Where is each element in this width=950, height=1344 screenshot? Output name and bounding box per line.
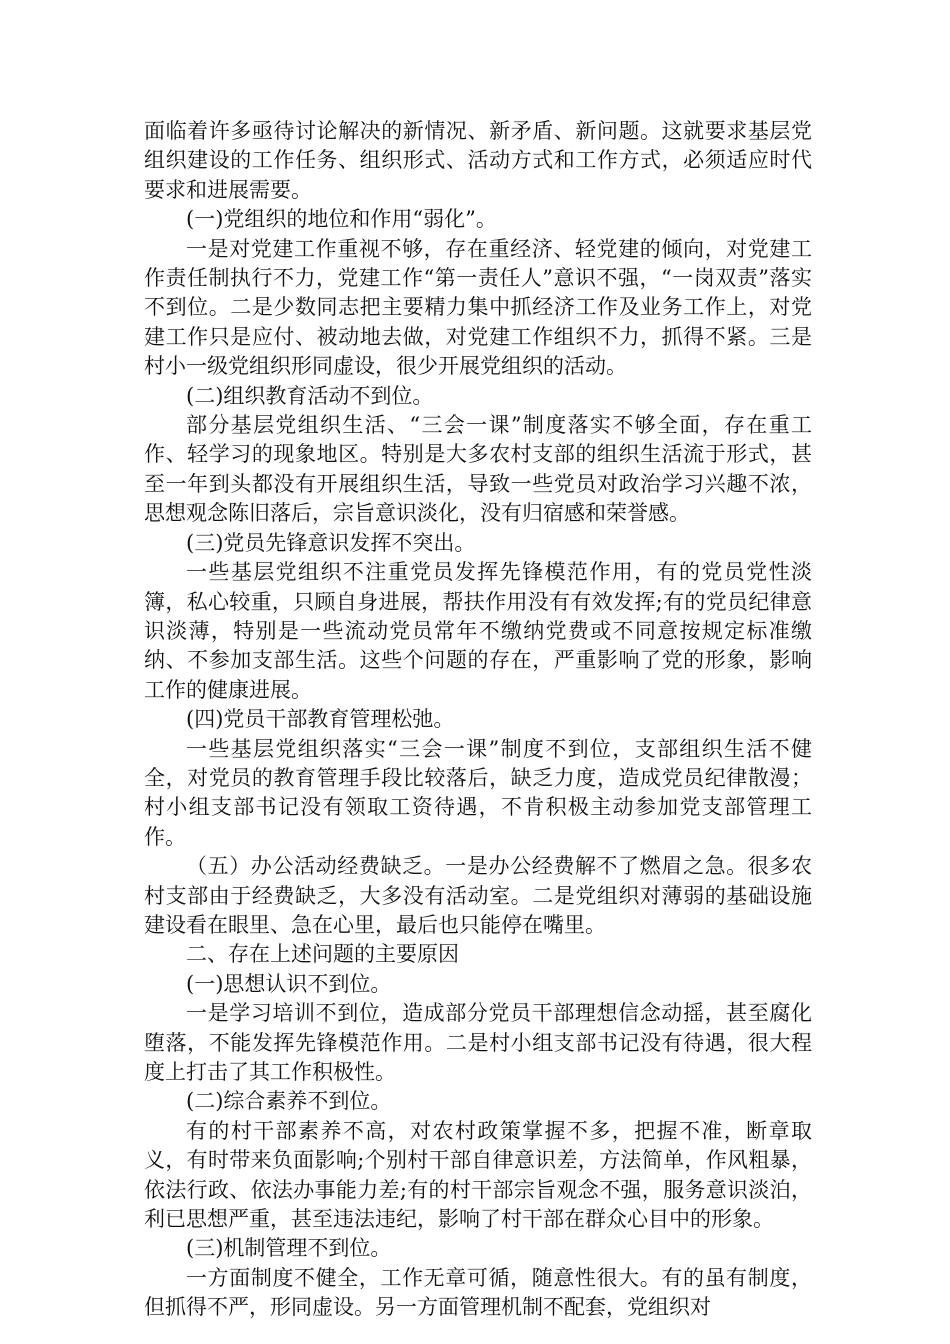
paragraph: 一是学习培训不到位，造成部分党员干部理想信念动摇，甚至腐化堕落，不能发挥先锋模范作用。二是村小组支部书记没有待遇，很大程度上打击了其工作积极性。 [144,1001,812,1084]
section-heading: (二)综合素养不到位。 [186,1089,392,1114]
paragraph: 有的村干部素养不高，对农村政策掌握不多，把握不准，断章取义，有时带来负面影响;个别村干部自律意识差，方法简单，作风粗暴，依法行政、依法办事能力差;有的村干部宗旨观念不强，服务意识淡泊，利已思想严重，甚至违法违纪，影响了村干部在群众心目中的形象。 [144,1118,812,1232]
section-heading: (一)思想认识不到位。 [186,971,392,996]
paragraph: 部分基层党组织生活、“三会一课”制度落实不够全面，存在重工作、轻学习的现象地区。特别是大多农村支部的组织生活流于形式，甚至一年到头都没有开展组织生活，导致一些党员对政治学习兴趣不浓，思想观念陈旧落后，宗旨意识淡化，没有归宿感和荣誉感。 [144,413,812,526]
paragraph: 一些基层党组织落实“三会一课”制度不到位，支部组织生活不健全，对党员的教育管理手段比较落后，缺乏力度，造成党员纪律散漫；村小组支部书记没有领取工资待遇，不肯积极主动参加党支部管理工作。 [144,736,812,849]
paragraph: 一是对党建工作重视不够，存在重经济、轻党建的倾向，对党建工作责任制执行不力，党建工作“第一责任人”意识不强，“一岗双责”落实不到位。二是少数同志把主要精力集中抓经济工作及业务工作上，对党建工作只是应付、被动地去做，对党建工作组织不力，抓得不紧。三是村小一级党组织形同虚设，很少开展党组织的活动。 [144,236,812,379]
paragraph: 面临着许多亟待讨论解决的新情况、新矛盾、新问题。这就要求基层党组织建设的工作任务、组织形式、活动方式和工作方式，必须适应时代要求和进展需要。 [144,119,812,202]
section-heading: (四)党员干部教育管理松弛。 [186,707,455,732]
paragraph: 一方面制度不健全，工作无章可循，随意性很大。有的虽有制度，但抓得不严，形同虚设。另一方面管理机制不配套，党组织对 [144,1265,812,1320]
document-body [144,117,812,1323]
section-heading: (三)机制管理不到位。 [186,1236,392,1261]
section-heading: (二)组织教育活动不到位。 [186,383,434,408]
paragraph: 一些基层党组织不注重党员发挥先锋模范作用，有的党员党性淡簿，私心较重，只顾自身进展，帮扶作用没有有效发挥;有的党员纪律意识淡薄，特别是一些流动党员常年不缴纳党费或不同意按规定标准缴纳、不参加支部生活。这些个问题的存在，严重影响了党的形象，影响工作的健康进展。 [144,560,812,702]
section-heading: (三)党员先锋意识发挥不突出。 [186,530,476,555]
paragraph: （五）办公活动经费缺乏。一是办公经费解不了燃眉之急。很多农村支部由于经费缺乏，大多没有活动室。二是党组织对薄弱的基础设施建设看在眼里、急在心里，最后也只能停在嘴里。 [144,854,812,937]
section-heading: (一)党组织的地位和作用“弱化”。 [186,207,497,232]
chapter-heading: 二、存在上述问题的主要原因 [186,942,459,967]
